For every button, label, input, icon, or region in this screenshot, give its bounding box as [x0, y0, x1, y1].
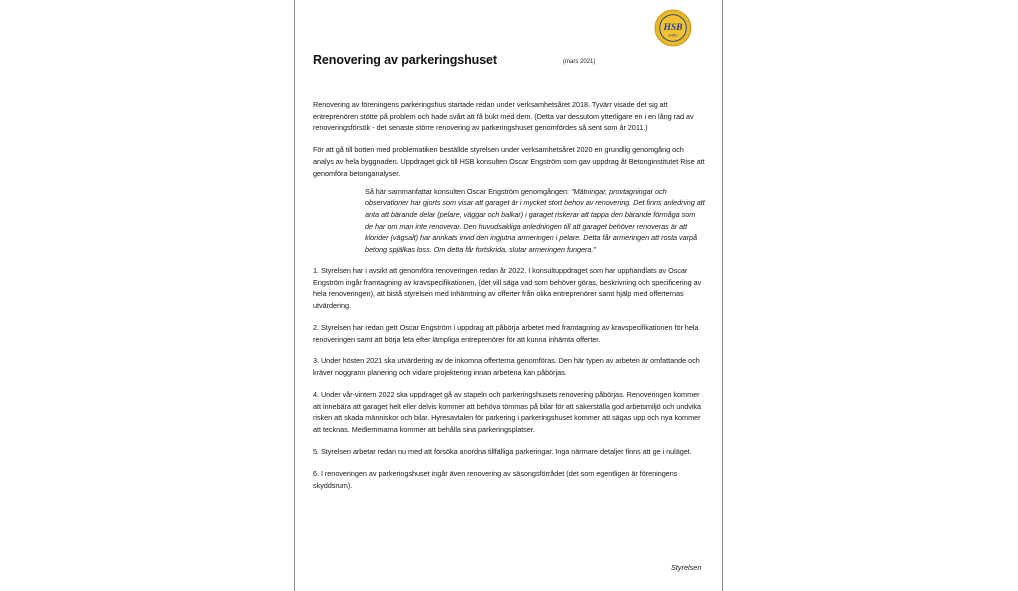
document-date: (mars 2021)	[563, 59, 596, 65]
hsb-logo	[654, 9, 692, 47]
document-title: Renovering av parkeringshuset	[313, 53, 497, 67]
paragraph-item-1: 1. Styrelsen har i avsikt att genomföra renoveringen redan år 2022. I konsultuppdraget som har upphandlats av Oscar Engström ingår framtagning av kravspecifikationen, (det vill säga vad som behöver göras, beskrivning och specificering av hela renoveringen), att bistå styrelsen med inhämtning av offerter från olika entreprenörer samt hjälp med offerternas utvärdering.	[313, 265, 702, 310]
paragraph-item-2: 2. Styrelsen har redan gett Oscar Engström i uppdrag att påbörja arbetet med framtagning av kravspecifikationen för hela renoveringen samt att börja leta efter lämpliga entreprenörer för att kunna inhämta offerter.	[313, 322, 699, 344]
paragraph-intro: Renovering av föreningens parkeringshus startade redan under verksamhetsåret 2018. Tyvärr visade det sig att entreprenören stötte på problem och hade svårt att få bukt med dem. (Detta var dessutom ytterligare en i en lång rad av renoveringsförsök - det senaste större renovering av parkeringshuset genomfördes så sent som år 2011.)	[313, 100, 694, 133]
paragraph-item-6: 6. I renoveringen av parkeringshuset ingår även renovering av säsongsförrådet (det som egentligen är föreningens skyddsrum).	[313, 468, 678, 490]
paragraph-background: För att gå till botten med problematiken beställde styrelsen under verksamhetsåret 2020 en grundlig genomgång och analys av hela byggnaden. Uppdraget gick till HSB konsulten Oscar Engström som gav uppdrag åt Betonginstitutet Rise att genomföra betonganalyser.	[313, 145, 705, 178]
consultant-quote-block	[365, 186, 705, 256]
paragraph-item-5: 5. Styrelsen arbetar redan nu med att försöka anordna tillfälliga parkeringar. Inga närmare detaljer finns att ge i nuläget.	[313, 447, 692, 456]
signature: Styrelsen	[671, 563, 702, 572]
document-body	[313, 99, 705, 501]
paragraph-item-3: 3. Under hösten 2021 ska utvärdering av de inkomna offerterna genomföras. Den här typen av arbeten är omfattande och kräver noggrann planering och vidare projektering innan arbetena kan påbörjas.	[313, 356, 700, 378]
logo-text: HSB	[663, 22, 683, 33]
document-page	[294, 0, 723, 591]
logo-subtext: CHRO	[668, 33, 678, 38]
quote-text: "Mätningar, provtagningar och observationer har gjorts som visar att garaget är i mycket stort behov av renovering. Det finns anledning att anta att bärande delar (pelare, väggar och balkar) i garaget riskerar att tappa den bärande förmåga som de har om man inte renoverar. Den huvudsakliga anledningen till att garaget behöver renoveras är att klorider (vägsalt) har anrikats invid den ingjutna armeringen i pelare. Detta får armeringen att rosta varpå betong spjälkas loss. Om detta får fortskrida, slutar armeringen fungera."	[365, 186, 705, 255]
paragraph-item-4: 4. Under vår-vintern 2022 ska uppdraget gå av stapeln och parkeringshusets renovering påbörjas. Renoveringen kommer att innebära att garaget helt eller delvis kommer att behöva tömmas på bilar för att säkerställa god arbetsmiljö och undvika risken att skada människor och bilar. Hyresavtalen för parkering i parkeringshuset kommer att sägas upp och nya kommer att tecknas. Medlemmarna kommer att behålla sina parkeringsplatser.	[313, 390, 702, 435]
quote-intro: Så här sammanfattar konsulten Oscar Engström genomgången:	[365, 186, 571, 196]
